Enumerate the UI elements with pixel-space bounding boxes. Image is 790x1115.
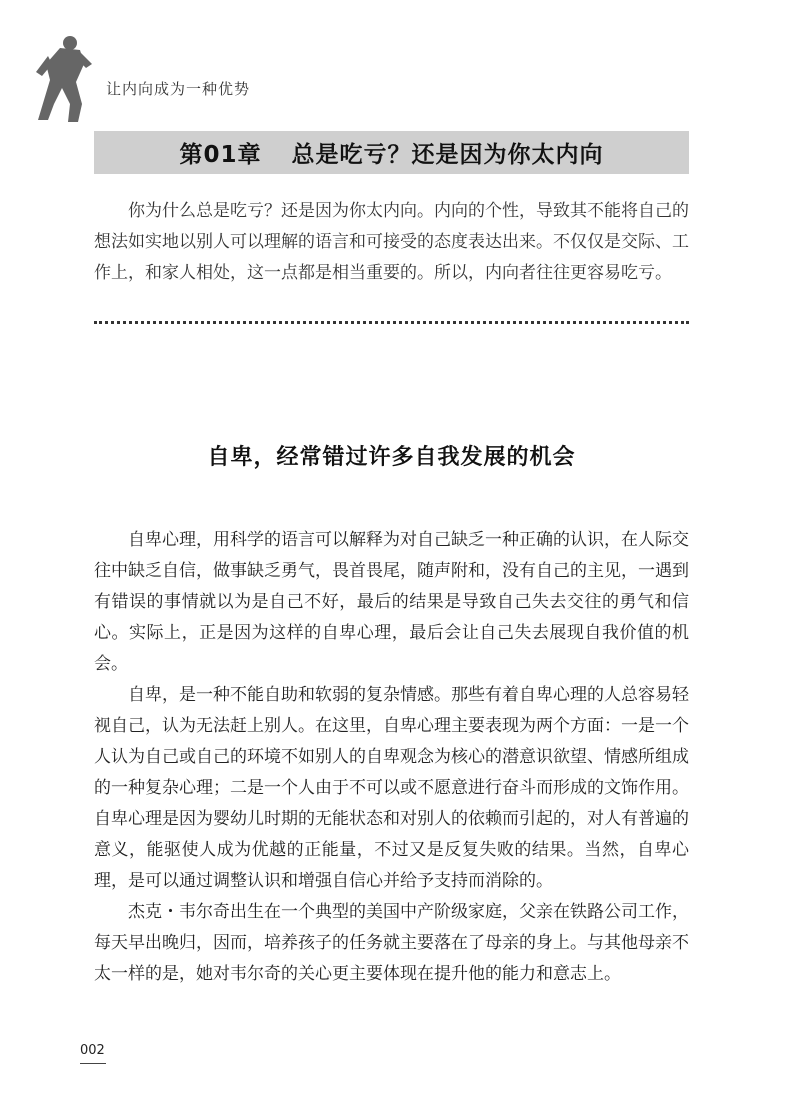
body-paragraph: 自卑心理，用科学的语言可以解释为对自己缺乏一种正确的认识，在人际交往中缺乏自信，做事缺乏勇气，畏首畏尾，随声附和，没有自己的主见，一遇到有错误的事情就以为是自己不好，最后的结果是导致自己失去交往的勇气和信心。实际上，正是因为这样的自卑心理，最后会让自己失去展现自我价值的机会。 <box>94 530 689 674</box>
section-title: 自卑，经常错过许多自我发展的机会 <box>207 445 576 470</box>
section-body <box>94 525 689 990</box>
chapter-heading <box>94 131 689 174</box>
dotted-divider <box>94 321 689 324</box>
body-paragraph: 杰克・韦尔奇出生在一个典型的美国中产阶级家庭，父亲在铁路公司工作，每天早出晚归，因而，培养孩子的任务就主要落在了母亲的身上。与其他母亲不太一样的是，她对韦尔奇的关心更主要体现在提升他的能力和意志上。 <box>94 902 689 984</box>
chapter-title: 总是吃亏？还是因为你太内向 <box>291 142 604 168</box>
page-number: 002 <box>80 1043 105 1058</box>
chapter-number: 第01章 <box>179 142 262 168</box>
body-paragraph: 自卑，是一种不能自助和软弱的复杂情感。那些有着自卑心理的人总容易轻视自己，认为无法赶上别人。在这里，自卑心理主要表现为两个方面：一是一个人认为自己或自己的环境不如别人的自卑观念为核心的潜意识欲望、情感所组成的一种复杂心理；二是一个人由于不可以或不愿意进行奋斗而形成的文饰作用。自卑心理是因为婴幼儿时期的无能状态和对别人的依赖而引起的，对人有普遍的意义，能驱使人成为优越的正能量，不过又是反复失败的结果。当然，自卑心理，是可以通过调整认识和增强自信心并给予支持而消除的。 <box>94 685 689 891</box>
page-number-underline <box>80 1063 106 1064</box>
chapter-intro: 你为什么总是吃亏？还是因为你太内向。内向的个性，导致其不能将自己的想法如实地以别人可以理解的语言和可接受的态度表达出来。不仅仅是交际、工作上，和家人相处，这一点都是相当重要的。所以，内向者往往更容易吃亏。 <box>94 201 689 283</box>
book-title: 让内向成为一种优势 <box>106 80 251 98</box>
header-figure-illustration <box>30 34 96 126</box>
